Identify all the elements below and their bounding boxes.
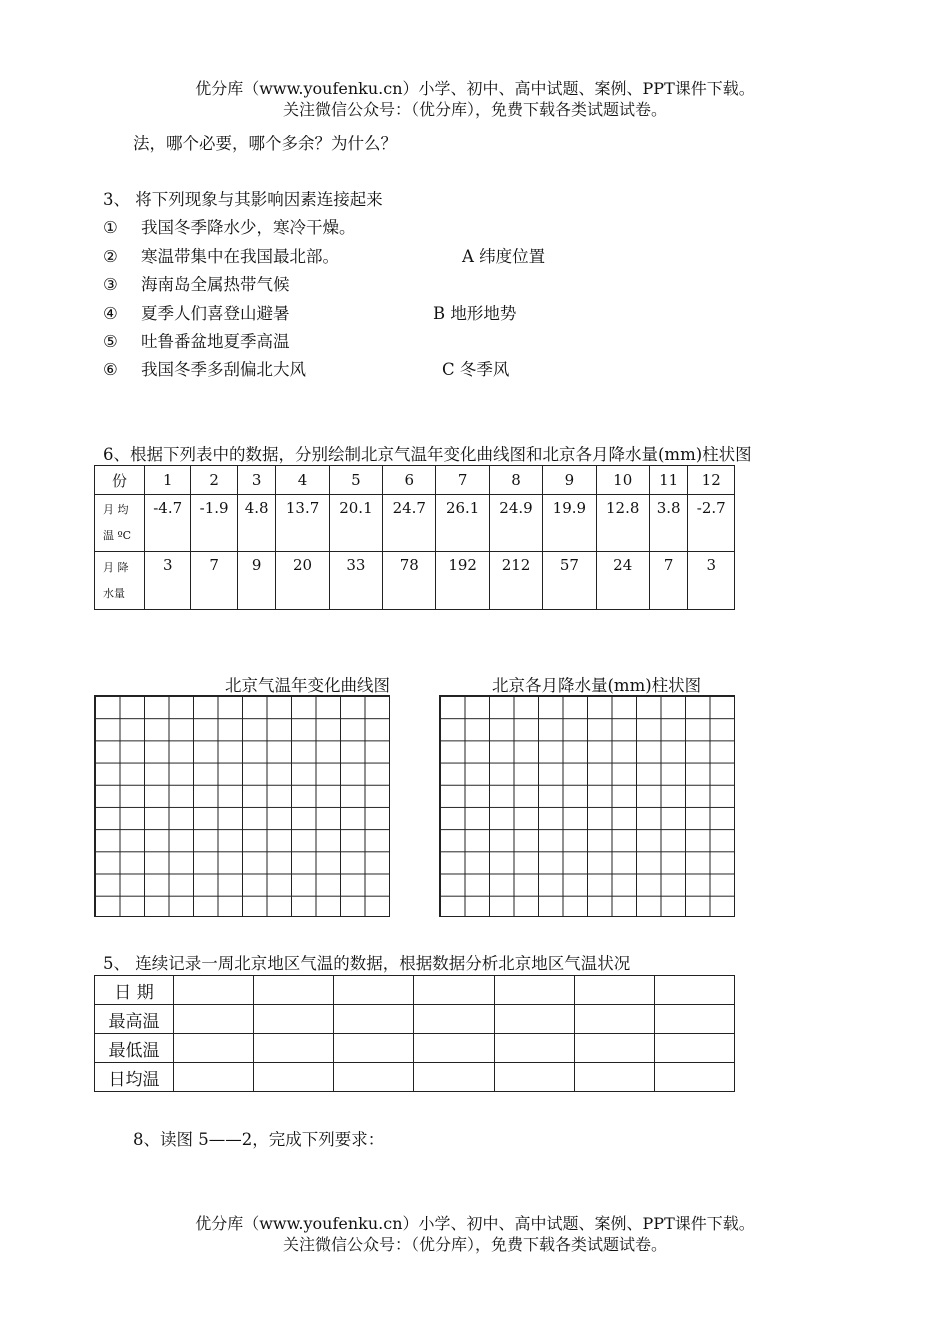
q3-item-text: 我国冬季多刮偏北大风	[141, 360, 306, 379]
temp-label-line-1: 月 均	[103, 503, 129, 516]
blank-cell[interactable]	[494, 1034, 574, 1063]
temp-cell: 12.8	[596, 495, 649, 552]
precip-cell: 7	[191, 552, 237, 610]
temp-cell: -2.7	[688, 495, 735, 552]
precip-cell: 78	[383, 552, 436, 610]
intro-line: 法，哪个必要，哪个多余？为什么？	[133, 134, 397, 153]
blank-cell[interactable]	[334, 976, 414, 1005]
q3-item-1	[103, 214, 356, 238]
blank-cell[interactable]	[254, 1005, 334, 1034]
month-cell: 10	[596, 466, 649, 495]
q3-item-num: ⑤	[103, 332, 118, 351]
precip-cell: 20	[276, 552, 329, 610]
blank-cell[interactable]	[574, 1005, 654, 1034]
row-label-max-temp: 最高温	[95, 1005, 174, 1034]
header-line-1: 优分库（www.youfenku.cn）小学、初中、高中试题、案例、PPT课件下载。	[195, 79, 755, 98]
q3-item-num: ④	[103, 304, 118, 323]
q3-item-num: ②	[103, 247, 118, 266]
month-cell: 4	[276, 466, 329, 495]
table-row-months	[95, 466, 735, 495]
q3-item-num: ⑥	[103, 360, 118, 379]
q5-title: 5、 连续记录一周北京地区气温的数据，根据数据分析北京地区气温状况	[103, 954, 631, 973]
table-row-avg-temp	[95, 1063, 735, 1092]
blank-cell[interactable]	[254, 1034, 334, 1063]
precip-cell: 57	[543, 552, 596, 610]
row-label-date: 日 期	[95, 976, 174, 1005]
month-header-cell: 份	[95, 466, 145, 495]
temp-cell: 24.9	[489, 495, 542, 552]
month-cell: 3	[237, 466, 276, 495]
q3-item-6	[103, 356, 306, 380]
precip-cell: 33	[329, 552, 382, 610]
precip-cell: 9	[237, 552, 276, 610]
blank-cell[interactable]	[574, 976, 654, 1005]
temp-cell: 20.1	[329, 495, 382, 552]
blank-cell[interactable]	[654, 1063, 734, 1092]
blank-cell[interactable]	[174, 1034, 254, 1063]
blank-cell[interactable]	[494, 976, 574, 1005]
blank-cell[interactable]	[574, 1034, 654, 1063]
blank-cell[interactable]	[414, 1034, 494, 1063]
month-cell: 1	[145, 466, 191, 495]
blank-cell[interactable]	[174, 1005, 254, 1034]
q3-title: 3、 将下列现象与其影响因素连接起来	[103, 190, 383, 209]
blank-cell[interactable]	[494, 1063, 574, 1092]
month-cell: 6	[383, 466, 436, 495]
header-line-2: 关注微信公众号：（优分库），免费下载各类试题试卷。	[282, 100, 667, 119]
precip-cell: 7	[649, 552, 688, 610]
factor-b: B 地形地势	[433, 304, 517, 323]
table-row-temperature	[95, 495, 735, 552]
temp-cell: -4.7	[145, 495, 191, 552]
precip-cell: 3	[688, 552, 735, 610]
q3-item-4	[103, 300, 290, 324]
month-cell: 11	[649, 466, 688, 495]
blank-cell[interactable]	[494, 1005, 574, 1034]
chart-title-precipitation: 北京各月降水量(mm)柱状图	[492, 676, 702, 695]
q3-item-num: ③	[103, 275, 118, 294]
month-cell: 7	[436, 466, 489, 495]
precip-cell: 3	[145, 552, 191, 610]
q3-item-text: 夏季人们喜登山避暑	[141, 304, 290, 323]
precip-cell: 192	[436, 552, 489, 610]
blank-cell[interactable]	[654, 1005, 734, 1034]
blank-cell[interactable]	[574, 1063, 654, 1092]
precip-label-line-2: 水量	[103, 586, 125, 600]
temp-cell: 13.7	[276, 495, 329, 552]
precipitation-drawing-grid[interactable]	[439, 695, 735, 917]
q3-item-5	[103, 328, 290, 352]
precip-row-label	[95, 552, 145, 610]
temp-cell: -1.9	[191, 495, 237, 552]
q3-item-num: ①	[103, 218, 118, 237]
temperature-drawing-grid[interactable]	[94, 695, 390, 917]
table-row-min-temp	[95, 1034, 735, 1063]
table-row-max-temp	[95, 1005, 735, 1034]
blank-cell[interactable]	[414, 976, 494, 1005]
temp-cell: 24.7	[383, 495, 436, 552]
q3-item-2	[103, 243, 339, 267]
q8-title: 8、读图 5——2，完成下列要求：	[133, 1130, 385, 1149]
q3-item-text: 我国冬季降水少，寒冷干燥。	[141, 218, 356, 237]
precip-cell: 212	[489, 552, 542, 610]
q3-item-text: 寒温带集中在我国最北部。	[141, 247, 339, 266]
blank-cell[interactable]	[254, 976, 334, 1005]
month-cell: 8	[489, 466, 542, 495]
blank-cell[interactable]	[334, 1005, 414, 1034]
temp-cell: 4.8	[237, 495, 276, 552]
temp-label-line-2: 温 ºC	[103, 529, 132, 542]
blank-cell[interactable]	[334, 1063, 414, 1092]
row-label-avg-temp: 日均温	[95, 1063, 174, 1092]
blank-cell[interactable]	[334, 1034, 414, 1063]
precip-label-line-1: 月 降	[103, 560, 129, 574]
month-cell: 5	[329, 466, 382, 495]
row-label-min-temp: 最低温	[95, 1034, 174, 1063]
table-row-precipitation	[95, 552, 735, 610]
blank-cell[interactable]	[414, 1005, 494, 1034]
climate-data-table	[94, 465, 735, 610]
q3-item-text: 海南岛全属热带气候	[141, 275, 290, 294]
temp-cell: 19.9	[543, 495, 596, 552]
factor-c: C 冬季风	[442, 360, 510, 379]
blank-cell[interactable]	[174, 976, 254, 1005]
blank-cell[interactable]	[254, 1063, 334, 1092]
blank-cell[interactable]	[414, 1063, 494, 1092]
chart-title-temperature: 北京气温年变化曲线图	[225, 676, 390, 695]
q6-title: 6、根据下列表中的数据，分别绘制北京气温年变化曲线图和北京各月降水量(mm)柱状图	[103, 445, 752, 464]
month-cell: 2	[191, 466, 237, 495]
q3-item-text: 吐鲁番盆地夏季高温	[141, 332, 290, 351]
month-cell: 9	[543, 466, 596, 495]
precip-cell: 24	[596, 552, 649, 610]
month-cell: 12	[688, 466, 735, 495]
temp-cell: 3.8	[649, 495, 688, 552]
factor-a: A 纬度位置	[462, 247, 546, 266]
table-row-date	[95, 976, 735, 1005]
temp-cell: 26.1	[436, 495, 489, 552]
blank-cell[interactable]	[174, 1063, 254, 1092]
blank-cell[interactable]	[654, 1034, 734, 1063]
blank-cell[interactable]	[654, 976, 734, 1005]
temp-row-label	[95, 495, 145, 552]
q3-item-3	[103, 271, 290, 295]
weekly-temperature-table	[94, 975, 735, 1092]
footer-line-1: 优分库（www.youfenku.cn）小学、初中、高中试题、案例、PPT课件下载。	[195, 1214, 755, 1233]
footer-line-2: 关注微信公众号：（优分库），免费下载各类试题试卷。	[282, 1235, 667, 1254]
